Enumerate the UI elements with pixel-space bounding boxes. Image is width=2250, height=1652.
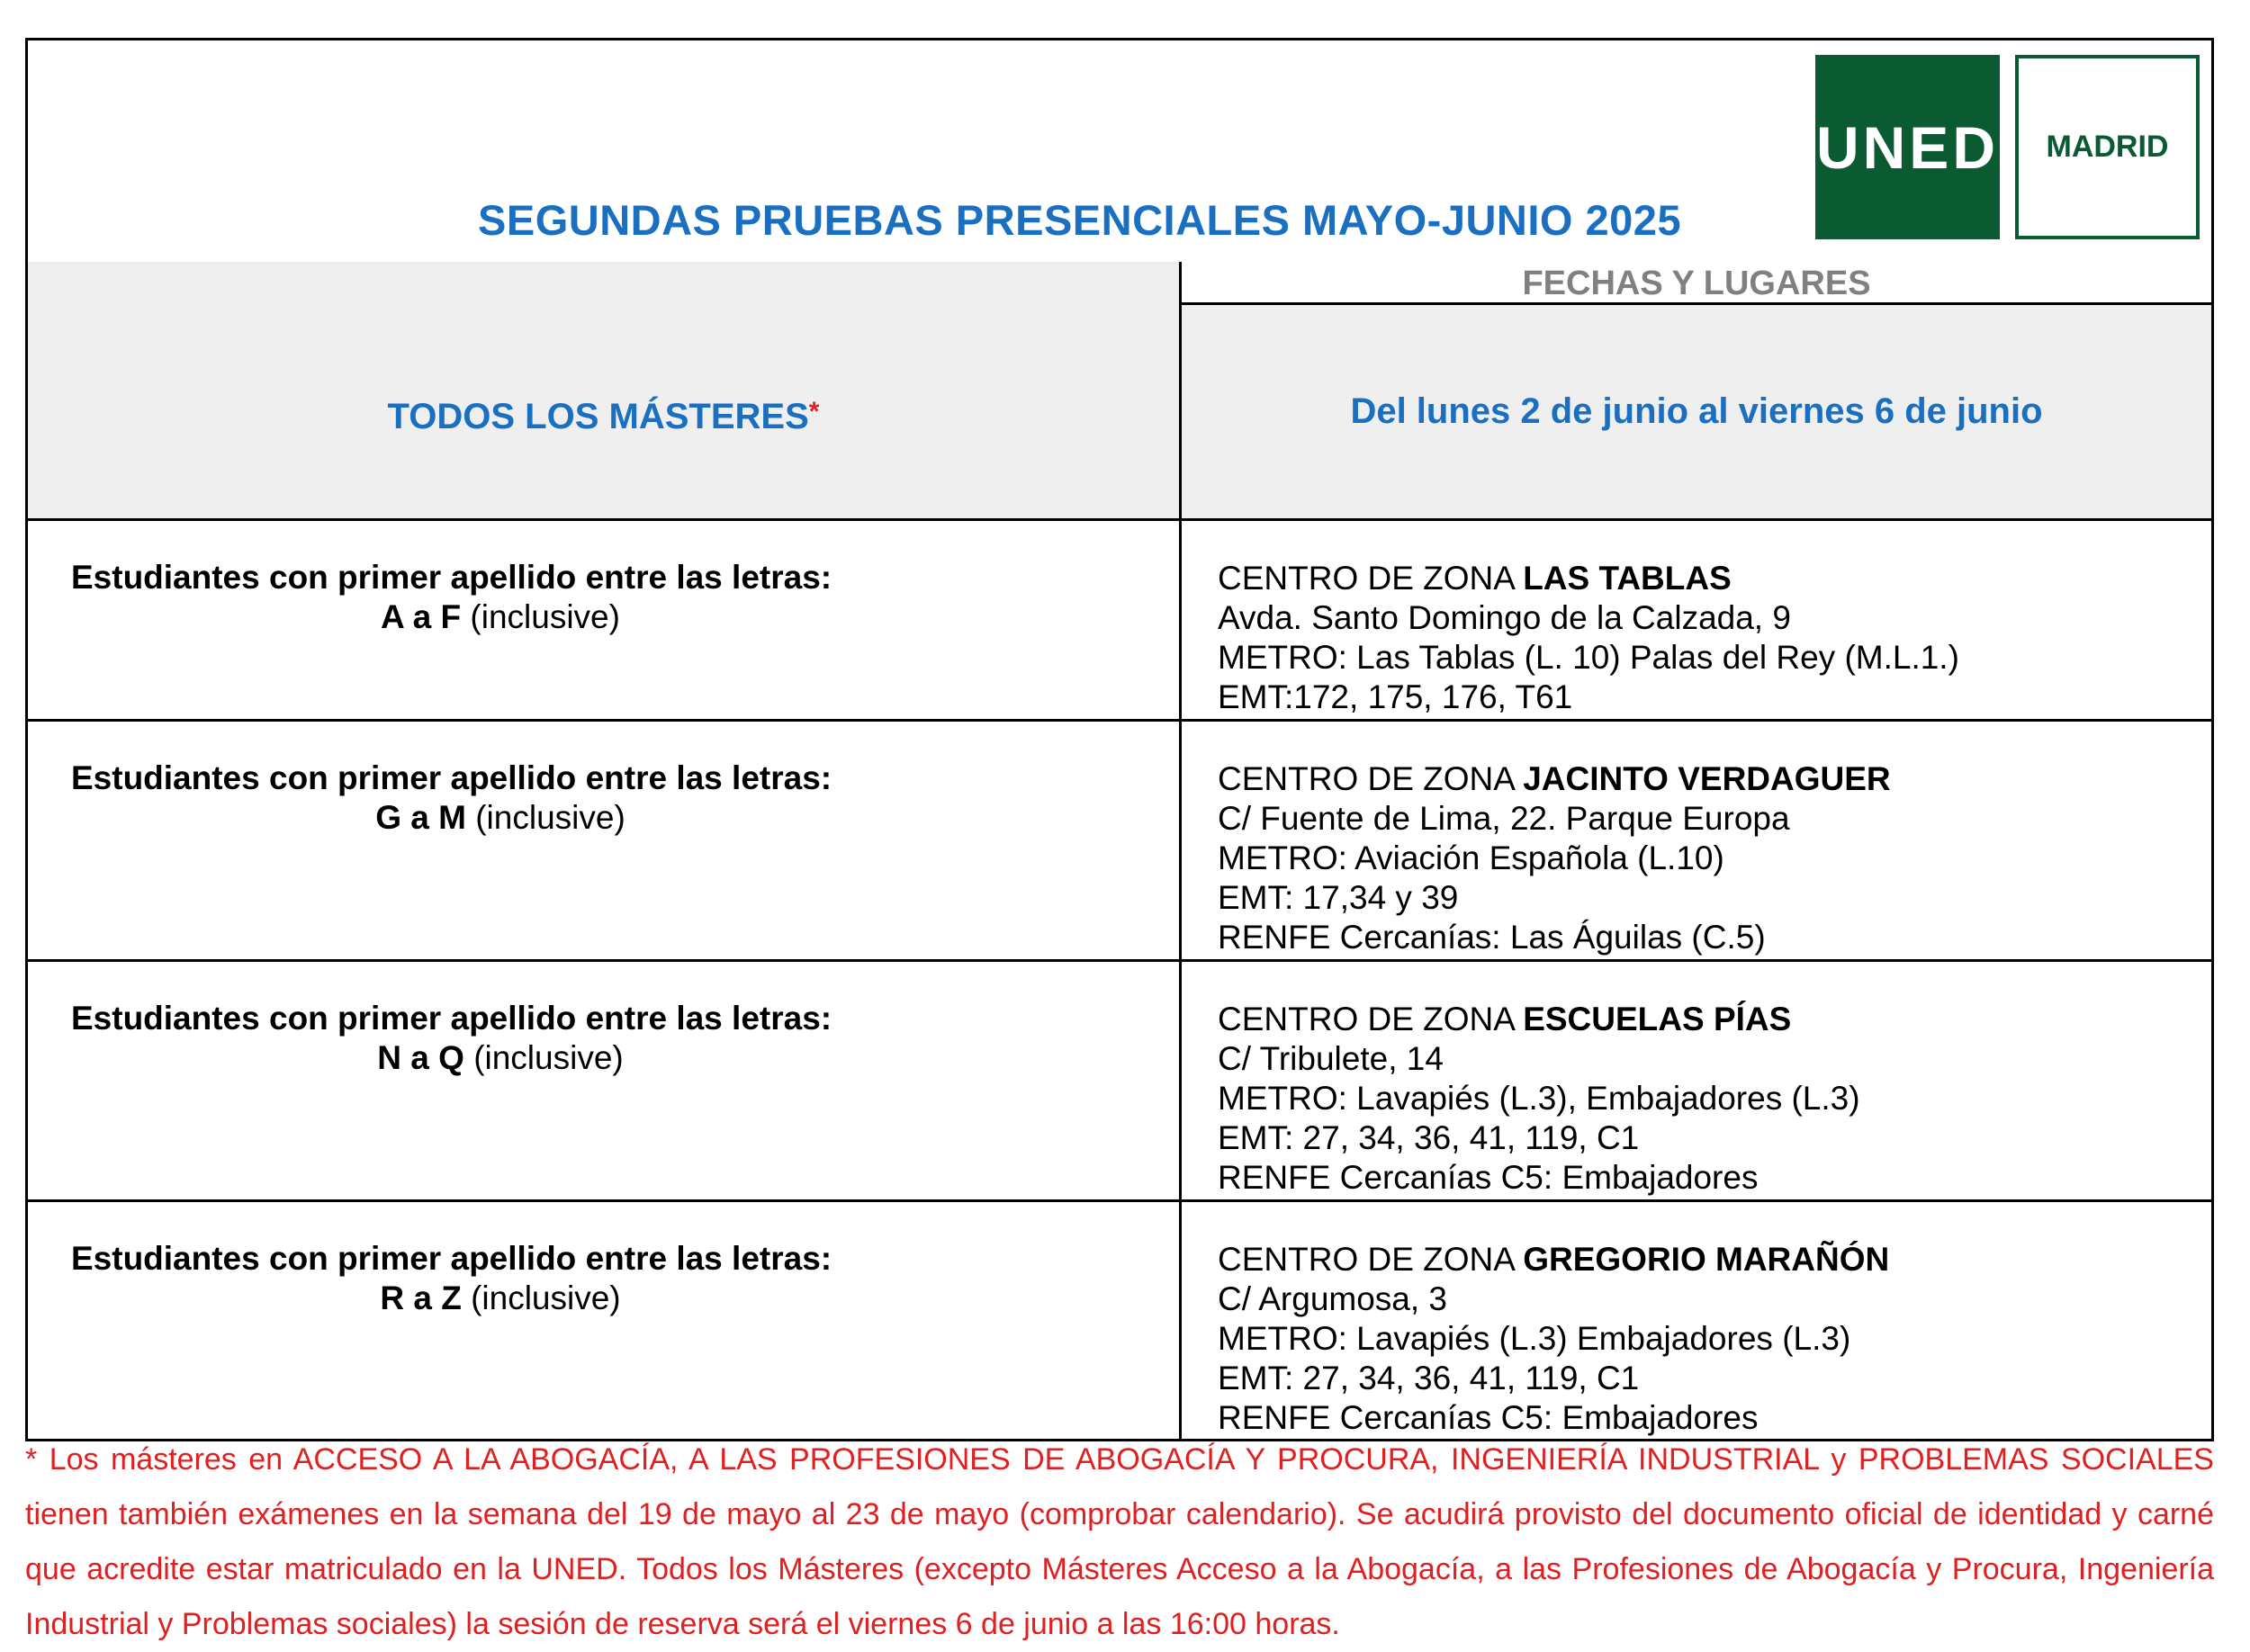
center-title: [1218, 559, 1959, 598]
table-row: [28, 722, 2211, 962]
dates-header-cell: [1182, 262, 2211, 518]
range-suffix: (inclusive): [471, 1279, 621, 1316]
student-text: Estudiantes con primer apellido entre las letras:: [71, 1000, 832, 1037]
center-info: [1218, 1000, 1860, 1198]
center-name: ESCUELAS PÍAS: [1523, 1001, 1792, 1037]
student-range-cell: [28, 1202, 1182, 1439]
student-range-cell: [28, 521, 1182, 719]
letter-range: [28, 1039, 973, 1077]
range-letters: G a M: [375, 799, 466, 836]
masters-header-cell: [28, 262, 1182, 518]
center-detail: METRO: Lavapiés (L.3), Embajadores (L.3): [1218, 1080, 1860, 1117]
student-range-cell: [28, 962, 1182, 1199]
center-info: [1218, 559, 1959, 717]
table-row: [28, 1202, 2211, 1439]
center-name: JACINTO VERDAGUER: [1523, 760, 1891, 797]
student-text: Estudiantes con primer apellido entre las letras:: [71, 759, 832, 796]
center-info: [1218, 1240, 1889, 1438]
range-letters: R a Z: [380, 1279, 462, 1316]
center-detail: C/ Argumosa, 3: [1218, 1280, 1448, 1317]
range-suffix: (inclusive): [473, 1039, 624, 1076]
center-detail: C/ Tribulete, 14: [1218, 1040, 1444, 1077]
footnote: * Los másteres en ACCESO A LA ABOGACÍA, A LAS PROFESIONES DE ABOGACÍA Y PROCURA, INGENIERÍA INDUSTRIAL y PROBLEMAS SOCIALES tienen también exámenes en la semana del 19 de mayo al 23 de mayo (comprobar calendario). Se acudirá provisto del documento oficial de identidad y carné que acredite estar matriculado en la UNED. Todos los Másteres (excepto Másteres Acceso a la Abogacía, a las Profesiones de Abogacía y Procura, Ingeniería Industrial y Problemas sociales) la sesión de reserva será el viernes 6 de junio a las 16:00 horas.: [25, 1442, 2214, 1641]
table-row: [28, 962, 2211, 1202]
center-cell: [1182, 1202, 2211, 1439]
center-detail: METRO: Aviación Española (L.10): [1218, 839, 1724, 876]
center-detail: EMT: 17,34 y 39: [1218, 879, 1459, 916]
asterisk-mark: *: [808, 397, 820, 426]
range-suffix: (inclusive): [475, 799, 626, 836]
masters-label: [28, 397, 1179, 437]
center-name: GREGORIO MARAÑÓN: [1523, 1241, 1890, 1278]
center-detail: EMT: 27, 34, 36, 41, 119, C1: [1218, 1360, 1640, 1396]
center-cell: [1182, 722, 2211, 959]
center-detail: METRO: Lavapiés (L.3) Embajadores (L.3): [1218, 1320, 1851, 1357]
center-prefix: CENTRO DE ZONA: [1218, 760, 1524, 797]
letter-range: [28, 799, 973, 837]
fechas-lugares-label: FECHAS Y LUGARES: [1182, 262, 2211, 305]
uned-logo: UNED: [1815, 55, 2000, 239]
table-header: [28, 40, 2211, 265]
column-header-row: [28, 262, 2211, 521]
center-title: [1218, 1240, 1889, 1279]
center-prefix: CENTRO DE ZONA: [1218, 560, 1524, 597]
center-detail: C/ Fuente de Lima, 22. Parque Europa: [1218, 800, 1790, 837]
center-name: LAS TABLAS: [1523, 560, 1732, 597]
center-detail: METRO: Las Tablas (L. 10) Palas del Rey (M.L.1.): [1218, 639, 1959, 676]
center-detail: EMT: 27, 34, 36, 41, 119, C1: [1218, 1119, 1640, 1156]
center-info: [1218, 759, 1891, 957]
center-cell: [1182, 962, 2211, 1199]
dates-box: [1182, 305, 2211, 518]
range-suffix: (inclusive): [470, 598, 620, 635]
range-letters: N a Q: [377, 1039, 464, 1076]
letter-range: [28, 598, 973, 636]
dates-label: Del lunes 2 de junio al viernes 6 de junio: [1350, 391, 2043, 431]
center-prefix: CENTRO DE ZONA: [1218, 1001, 1524, 1037]
center-prefix: CENTRO DE ZONA: [1218, 1241, 1524, 1278]
student-range-cell: [28, 722, 1182, 959]
center-cell: [1182, 521, 2211, 719]
letter-range: [28, 1279, 973, 1317]
center-detail: Avda. Santo Domingo de la Calzada, 9: [1218, 599, 1791, 636]
table-row: [28, 521, 2211, 722]
page-title: SEGUNDAS PRUEBAS PRESENCIALES MAYO-JUNIO 2025: [478, 196, 1682, 244]
center-detail: RENFE Cercanías: Las Águilas (C.5): [1218, 919, 1766, 956]
madrid-logo: MADRID: [2015, 55, 2200, 239]
center-detail: RENFE Cercanías C5: Embajadores: [1218, 1399, 1759, 1436]
center-detail: RENFE Cercanías C5: Embajadores: [1218, 1159, 1759, 1196]
student-text: Estudiantes con primer apellido entre las letras:: [71, 1240, 832, 1277]
schedule-table: [25, 38, 2214, 1441]
masters-label-text: TODOS LOS MÁSTERES: [387, 397, 809, 436]
student-text: Estudiantes con primer apellido entre las letras:: [71, 559, 832, 596]
center-title: [1218, 759, 1891, 799]
range-letters: A a F: [381, 598, 462, 635]
center-detail: EMT:172, 175, 176, T61: [1218, 678, 1573, 715]
center-title: [1218, 1000, 1860, 1039]
